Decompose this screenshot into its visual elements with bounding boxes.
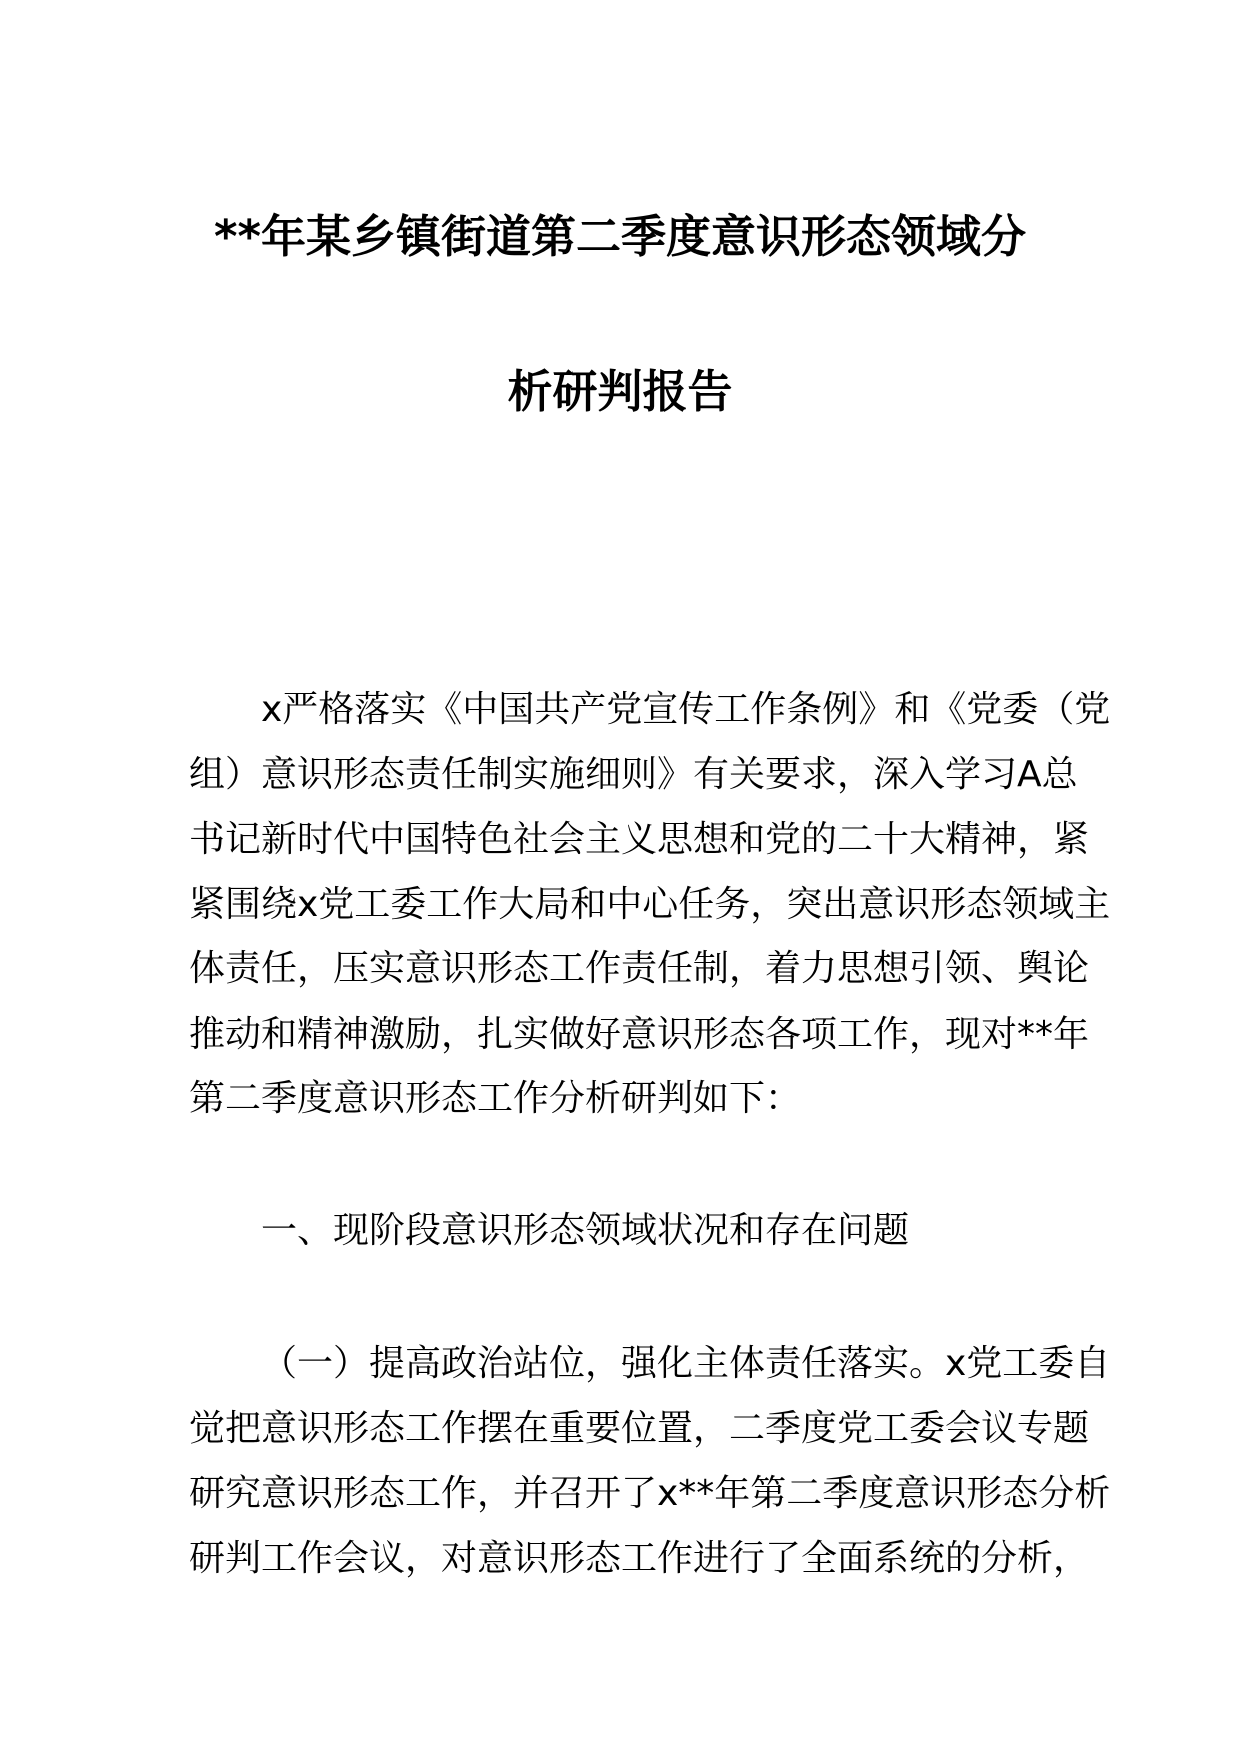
document-title-line-1: **年某乡镇街道第二季度意识形态领域分	[213, 210, 1027, 263]
paragraph-line: 第二季度意识形态工作分析研判如下：	[189, 1078, 802, 1119]
paragraph-line: （一）提高政治站位，强化主体责任落实。x党工委自	[261, 1343, 1111, 1384]
paragraph-line: 组）意识形态责任制实施细则》有关要求，深入学习A总	[189, 754, 1078, 795]
paragraph-line: 推动和精神激励，扎实做好意识形态各项工作，现对**年	[189, 1014, 1090, 1055]
paragraph-line: 研判工作会议，对意识形态工作进行了全面系统的分析，	[189, 1538, 1090, 1579]
section-heading: 一、现阶段意识形态领域状况和存在问题	[261, 1210, 910, 1251]
paragraph-line: x严格落实《中国共产党宣传工作条例》和《党委（党	[261, 689, 1111, 730]
document-title-line-2: 析研判报告	[507, 365, 733, 418]
paragraph-line: 体责任，压实意识形态工作责任制，着力思想引领、舆论	[189, 948, 1090, 989]
paragraph-line: 紧围绕x党工委工作大局和中心任务，突出意识形态领域主	[189, 884, 1111, 925]
paragraph-line: 书记新时代中国特色社会主义思想和党的二十大精神，紧	[189, 819, 1090, 860]
paragraph-line: 研究意识形态工作，并召开了x**年第二季度意识形态分析	[189, 1473, 1111, 1514]
paragraph-line: 觉把意识形态工作摆在重要位置，二季度党工委会议专题	[189, 1408, 1090, 1449]
